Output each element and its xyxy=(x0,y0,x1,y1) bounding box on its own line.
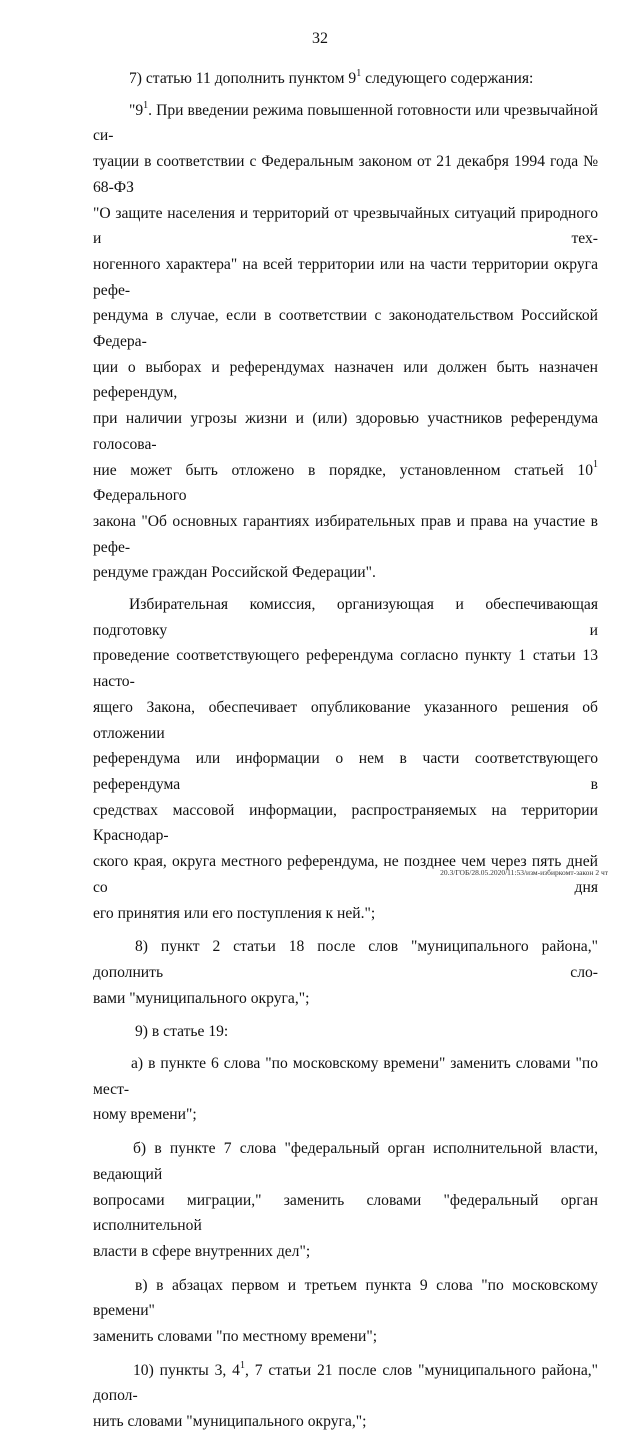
paragraph-line: вами "муниципального округа,"; xyxy=(93,989,310,1007)
paragraph-line: ному времени"; xyxy=(93,1106,197,1124)
paragraph-line: вопросами миграции," заменить словами "федеральный орган исполнительной xyxy=(93,1191,598,1235)
paragraph-line: рендуме граждан Российской Федерации". xyxy=(93,564,376,582)
paragraph-line: проведение соответствующего референдума согласно пункту 1 статьи 13 насто- xyxy=(93,647,598,691)
paragraph-line: в) в абзацах первом и третьем пункта 9 слова "по московскому времени" xyxy=(93,1276,598,1320)
paragraph-line: власти в сфере внутренних дел"; xyxy=(93,1242,311,1260)
paragraph-line: 9) в статье 19: xyxy=(135,1023,229,1041)
paragraph-line: рендума в случае, если в соответствии с законодательством Российской Федера- xyxy=(93,307,598,351)
paragraph-line: 7) статью 11 дополнить пунктом $9^1$ следующего содержания: xyxy=(129,67,534,87)
paragraph-line: заменить словами "по местному времени"; xyxy=(93,1328,378,1346)
paragraph-line: 10) пункты 3, $4^1$, 7 статьи 21 после слов "муниципального района," допол- xyxy=(93,1359,598,1405)
paragraph-line: его принятия или его поступления к ней."; xyxy=(93,904,376,922)
document-footer-code: 20.3/ГОБ/28.05.2020/11:53/изм-избиркомт-закон 2 чт xyxy=(440,868,608,877)
paragraph-line: нить словами "муниципального округа,"; xyxy=(93,1413,367,1431)
paragraph-line: закона "Об основных гарантиях избирательных прав и права на участие в рефе- xyxy=(93,512,598,556)
paragraph-line: туации в соответствии с Федеральным законом от 21 декабря 1994 года № 68-ФЗ xyxy=(93,153,598,196)
paragraph-line: референдума или информации о нем в части соответствующего референдума в xyxy=(93,750,598,793)
paragraph-line: а) в пункте 6 слова "по московскому времени" заменить словами "по мест- xyxy=(93,1055,598,1098)
paragraph-line: б) в пункте 7 слова "федеральный орган исполнительной власти, ведающий xyxy=(93,1140,598,1183)
paragraph-line: ние может быть отложено в порядке, установленном статьей $10^1$ Федерального xyxy=(93,459,598,505)
paragraph-line: ского края, округа местного референдума, не позднее чем через пять дней со дня xyxy=(93,853,598,896)
paragraph-line: "О защите населения и территорий от чрезвычайных ситуаций природного и тех- xyxy=(93,204,598,248)
page-number: 32 xyxy=(312,30,328,47)
paragraph-line: 8) пункт 2 статьи 18 после слов "муниципального района," дополнить сло- xyxy=(93,938,598,981)
paragraph-line: "$9^1$. При введении режима повышенной готовности или чрезвычайной си- xyxy=(93,99,598,145)
paragraph-line: ящего Закона, обеспечивает опубликование указанного решения об отложении xyxy=(93,698,598,742)
paragraph-line: при наличии угрозы жизни и (или) здоровью участников референдума голосова- xyxy=(93,410,598,453)
paragraph-line: средствах массовой информации, распространяемых на территории Краснодар- xyxy=(93,801,598,845)
paragraph-line: ции о выборах и референдумах назначен или должен быть назначен референдум, xyxy=(93,358,598,402)
paragraph-line: ногенного характера" на всей территории или на части территории округа рефе- xyxy=(93,255,598,299)
paragraph-line: Избирательная комиссия, организующая и обеспечивающая подготовку и xyxy=(93,596,598,639)
document-body xyxy=(93,66,598,1435)
